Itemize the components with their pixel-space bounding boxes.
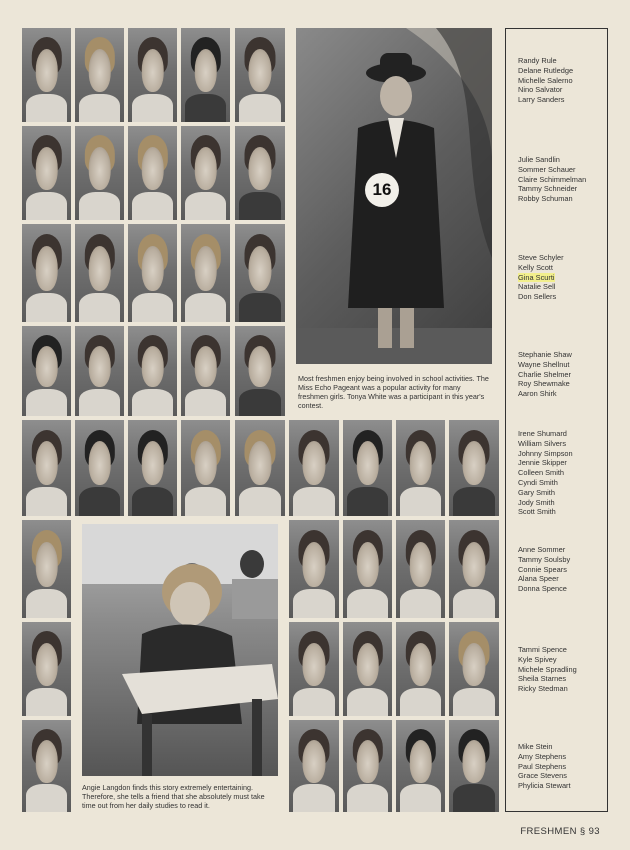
portrait-photo — [235, 28, 285, 122]
portrait-photo — [289, 520, 339, 618]
portrait-photo — [22, 520, 71, 618]
name-entry: Michelle Salerno — [518, 75, 573, 85]
portrait-photo — [128, 420, 177, 516]
portrait-photo — [128, 224, 177, 322]
names-group-5 — [518, 429, 573, 517]
page-footer — [520, 826, 600, 837]
name-entry: Sheila Starnes — [518, 674, 567, 684]
name-entry: Irene Shumard — [518, 429, 567, 438]
portrait-photo — [22, 622, 71, 716]
portrait-photo — [235, 224, 285, 322]
name-entry: Alana Speer — [518, 574, 559, 584]
section-title: FRESHMEN — [520, 826, 577, 837]
portrait-photo — [289, 720, 339, 812]
name-entry: Scott Smith — [518, 507, 556, 517]
pageant-photo — [296, 28, 492, 364]
portrait-photo — [449, 720, 499, 812]
name-entry: Charlie Shelmer — [518, 369, 571, 379]
portrait-photo — [343, 520, 392, 618]
portrait-photo — [449, 622, 499, 716]
portrait-photo — [22, 326, 71, 416]
portrait-photo — [235, 420, 285, 516]
name-entry: Stephanie Shaw — [518, 350, 572, 359]
portrait-photo — [128, 326, 177, 416]
name-entry: Michele Spradling — [518, 664, 577, 674]
name-entry: Kelly Scott — [518, 262, 553, 272]
name-entry: Anne Sommer — [518, 545, 566, 554]
name-entry-highlighted: Gina Scurti — [518, 272, 555, 282]
portrait-photo — [75, 420, 124, 516]
name-entry: Natalie Sell — [518, 282, 556, 292]
portrait-photo — [396, 420, 445, 516]
name-entry: William Silvers — [518, 438, 567, 448]
portrait-photo — [181, 420, 230, 516]
portrait-photo — [343, 720, 392, 812]
names-panel — [505, 28, 608, 812]
name-entry: Paul Stephens — [518, 761, 567, 771]
name-entry: Claire Schimmelman — [518, 174, 587, 184]
name-entry: Don Sellers — [518, 292, 557, 302]
name-entry: Wayne Shellnut — [518, 359, 570, 369]
portrait-photo — [22, 420, 71, 516]
name-entry: Larry Sanders — [518, 95, 565, 105]
portrait-photo — [396, 622, 445, 716]
portrait-photo — [181, 28, 230, 122]
names-group-3 — [518, 253, 564, 302]
portrait-photo — [449, 520, 499, 618]
name-entry: Delane Rutledge — [518, 65, 574, 75]
name-entry: Randy Rule — [518, 56, 557, 65]
portrait-photo — [22, 126, 71, 220]
name-entry: Mike Stein — [518, 742, 553, 751]
portrait-photo — [75, 326, 124, 416]
portrait-photo — [449, 420, 499, 516]
angie-caption: Angie Langdon finds this story extremely entertaining. Therefore, she tells a friend that she absolutely must take time out from her daily studies to read it. — [82, 783, 265, 810]
name-entry: Kyle Spivey — [518, 654, 557, 664]
portrait-photo — [128, 28, 177, 122]
name-entry: Jennie Skipper — [518, 458, 567, 468]
name-entry: Cyndi Smith — [518, 477, 558, 487]
names-group-1 — [518, 56, 573, 105]
portrait-photo — [289, 420, 339, 516]
page-number: 93 — [588, 826, 600, 837]
name-entry: Jody Smith — [518, 497, 555, 507]
classroom-photo-drawing — [82, 524, 278, 776]
portrait-photo — [235, 126, 285, 220]
portrait-photo — [396, 520, 445, 618]
portrait-photo — [75, 28, 124, 122]
name-entry: Aaron Shirk — [518, 389, 557, 399]
names-group-8 — [518, 742, 571, 791]
names-group-6 — [518, 545, 570, 594]
classroom-photo — [82, 524, 278, 776]
portrait-photo — [22, 720, 71, 812]
portrait-photo — [396, 720, 445, 812]
name-entry: Robby Schuman — [518, 194, 573, 204]
name-entry: Julie Sandlin — [518, 155, 560, 164]
names-group-7 — [518, 645, 577, 694]
name-entry: Sommer Schauer — [518, 164, 576, 174]
portrait-photo — [75, 224, 124, 322]
portrait-photo — [75, 126, 124, 220]
pageant-caption: Most freshmen enjoy being involved in school activities. The Miss Echo Pageant was a popular activity for many freshmen girls. Tonya White was a participant in this year's contest. — [298, 374, 489, 410]
contestant-number: 16 — [372, 180, 392, 199]
section-symbol: § — [579, 826, 586, 837]
name-entry: Phylicia Stewart — [518, 781, 571, 791]
name-entry: Tammi Spence — [518, 645, 567, 654]
pageant-photo-drawing — [296, 28, 492, 364]
name-entry: Donna Spence — [518, 584, 567, 594]
portrait-photo — [181, 224, 230, 322]
name-entry: Steve Schyler — [518, 253, 564, 262]
portrait-photo — [22, 224, 71, 322]
name-entry: Connie Spears — [518, 564, 567, 574]
names-group-2 — [518, 155, 586, 204]
name-entry: Tammy Schneider — [518, 184, 578, 194]
name-entry: Gary Smith — [518, 487, 555, 497]
portrait-photo — [22, 28, 71, 122]
portrait-photo — [235, 326, 285, 416]
portrait-photo — [181, 326, 230, 416]
portrait-photo — [343, 622, 392, 716]
name-entry: Colleen Smith — [518, 468, 565, 478]
name-entry: Johnny Simpson — [518, 448, 573, 458]
name-entry: Amy Stephens — [518, 751, 567, 761]
names-group-4 — [518, 350, 572, 399]
name-entry: Tammy Soulsby — [518, 554, 571, 564]
portrait-photo — [289, 622, 339, 716]
name-entry: Ricky Stedman — [518, 684, 568, 694]
name-entry: Nino Salvator — [518, 85, 563, 95]
portrait-photo — [343, 420, 392, 516]
portrait-photo — [181, 126, 230, 220]
name-entry: Roy Shewmake — [518, 379, 570, 389]
name-entry: Grace Stevens — [518, 771, 567, 781]
portrait-photo — [128, 126, 177, 220]
